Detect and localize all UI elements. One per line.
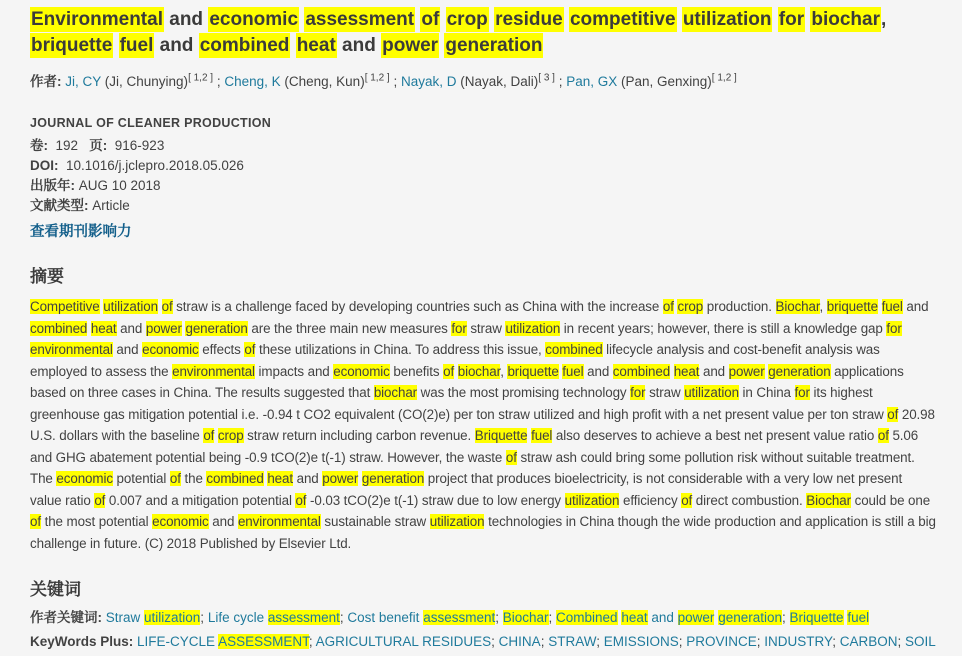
author-keyword-link[interactable]: Combined (556, 610, 618, 625)
highlighted-text: for (794, 385, 810, 400)
keywords-plus-link[interactable]: CARBON (839, 634, 898, 649)
text-segment: (Nayak, Dali) (456, 74, 539, 89)
text-segment: are the three main new measures (247, 320, 452, 336)
highlighted-text: economic (56, 471, 113, 486)
highlighted-text: combined (545, 342, 603, 357)
author-keyword-link[interactable]: heat (621, 610, 648, 625)
author-keyword-link[interactable]: and (647, 610, 678, 625)
highlighted-text: of (681, 492, 693, 508)
view-journal-impact-link[interactable]: 查看期刊影响力 (30, 224, 132, 240)
text-segment: effects (198, 342, 245, 357)
journal-title: JOURNAL OF CLEANER PRODUCTION (30, 116, 272, 130)
highlighted-text: heat (673, 363, 700, 379)
affiliation-superscript: [ 1,2 ] (711, 72, 737, 84)
highlighted-text: of (505, 449, 517, 465)
text-segment: and (336, 35, 382, 56)
text-segment: ; (897, 634, 905, 649)
text-segment: 卷: (30, 138, 52, 153)
text-segment (772, 9, 777, 30)
abstract-heading: 摘要 (30, 267, 64, 286)
text-segment: technologies in China though the wide production and application is still a big challenge in future. (C) 2018 Published by Elsevier Ltd. (30, 514, 940, 551)
highlighted-text: generation (768, 363, 831, 379)
text-segment: applications based on three cases in China. The results suggested that (30, 363, 908, 400)
article-title (30, 7, 936, 59)
text-segment: 页: (89, 138, 112, 153)
text-segment: straw (645, 385, 685, 400)
highlighted-text: heat (267, 471, 293, 486)
highlighted-text: briquette (507, 363, 559, 379)
author-keyword-link[interactable]: assessment (267, 610, 340, 625)
highlighted-text: for (451, 320, 467, 336)
text-segment: and (699, 363, 729, 379)
highlighted-text: of (887, 406, 899, 422)
text-segment: also deserves to achieve a best net present value ratio (552, 428, 878, 443)
text-segment: AUG 10 2018 (78, 178, 161, 193)
text-segment: could be one (850, 492, 934, 508)
highlighted-text: utilization (682, 9, 772, 30)
highlighted-text: crop (446, 9, 488, 30)
highlighted-text: heat (90, 320, 117, 336)
text-segment: , (819, 299, 827, 314)
author-link[interactable]: Cheng, K (224, 74, 281, 89)
text-segment: KeyWords Plus: (30, 634, 138, 649)
text-segment: 192 (51, 138, 90, 153)
author-keyword-link[interactable]: utilization (144, 610, 201, 625)
author-link[interactable]: Ji, CY (65, 74, 102, 89)
author-keyword-link[interactable]: generation (718, 610, 783, 625)
highlighted-text: Biochar (775, 299, 820, 314)
author-keyword-link[interactable]: Life cycle (207, 610, 268, 625)
text-segment: potential (112, 471, 170, 486)
text-segment: the (180, 471, 207, 486)
highlighted-text: combined (199, 35, 290, 56)
highlighted-text: crop (677, 299, 704, 314)
text-segment: 20.98 U.S. dollars with the baseline (30, 406, 939, 443)
text-segment: project that produces bioelectricity, is not considerable with a very low net present value ratio (30, 471, 906, 508)
highlighted-text: biochar (373, 385, 418, 400)
highlighted-text: utilization (103, 299, 158, 314)
text-segment: 出版年: (30, 178, 79, 193)
highlighted-text: combined (206, 471, 264, 486)
keywords-plus-line (30, 630, 936, 654)
text-segment: ; (832, 634, 840, 649)
text-segment: 0.007 and a mitigation potential (105, 492, 296, 508)
author-link[interactable]: Nayak, D (400, 74, 457, 89)
highlighted-text: of (421, 9, 440, 30)
text-segment: ; (339, 610, 348, 625)
text-segment: was the most promising technology (417, 385, 631, 400)
text-segment: and (112, 342, 143, 357)
publication-date-line (30, 176, 936, 196)
text-segment: 5.06 and GHG abatement potential being -0.9 tCO(2)e t(-1) straw. However, the waste (30, 428, 922, 465)
highlighted-text: generation (445, 35, 543, 56)
text-segment: and (116, 320, 146, 336)
text-segment: in China (738, 385, 795, 400)
highlighted-text: combined (612, 363, 671, 379)
keywords-plus-link[interactable]: SOIL (904, 634, 936, 649)
text-segment (113, 35, 118, 56)
text-segment: benefits (389, 363, 444, 379)
text-segment: ; (213, 74, 225, 89)
highlighted-text: assessment (305, 9, 415, 30)
text-segment: efficiency (619, 492, 682, 508)
document-type-line (30, 196, 936, 216)
author-keyword-link[interactable]: Straw (105, 610, 145, 625)
highlighted-text: power (145, 320, 182, 336)
highlighted-text: of (662, 299, 674, 314)
author-keywords-line (30, 606, 936, 630)
text-segment: ; (200, 610, 208, 625)
highlighted-text: economic (152, 514, 209, 529)
highlighted-text: fuel (562, 363, 584, 379)
highlighted-text: combined (30, 320, 88, 336)
highlighted-text: of (443, 363, 455, 379)
text-segment: direct combustion. (692, 492, 807, 508)
text-segment: and (154, 35, 199, 56)
text-segment: 10.1016/j.jclepro.2018.05.026 (62, 158, 244, 173)
author-keyword-link[interactable]: assessment (423, 610, 496, 625)
highlighted-text: fuel (531, 428, 553, 443)
highlighted-text: utilization (564, 492, 620, 508)
text-segment: (Cheng, Kun) (280, 74, 365, 89)
highlighted-text: briquette (31, 35, 113, 56)
text-segment (290, 35, 295, 56)
text-segment: -0.03 tCO(2)e t(-1) straw due to low energy (306, 492, 565, 508)
journal-info-block (30, 116, 936, 241)
text-segment: ; (596, 634, 604, 649)
text-segment: (Ji, Chunying) (101, 74, 189, 89)
highlighted-text: for (630, 385, 646, 400)
text-segment (902, 321, 906, 336)
highlighted-text: fuel (119, 35, 154, 56)
highlighted-text: Biochar (806, 492, 851, 508)
text-segment: sustainable straw (320, 514, 430, 529)
text-segment: 作者: (30, 74, 66, 89)
affiliation-superscript: [ 3 ] (538, 72, 555, 84)
highlighted-text: biochar (811, 9, 880, 30)
highlighted-text: of (94, 492, 106, 508)
affiliation-superscript: [ 1,2 ] (188, 72, 214, 84)
affiliation-superscript: [ 1,2 ] (364, 72, 390, 84)
highlighted-text: Environmental (31, 9, 163, 30)
abstract-text (30, 296, 940, 554)
highlighted-text: crop (217, 428, 244, 443)
text-segment: the most potential (40, 514, 153, 529)
text-segment: and (292, 471, 323, 486)
highlighted-text: of (295, 492, 307, 508)
text-segment: ; (308, 634, 316, 649)
text-segment: ; (389, 74, 401, 89)
highlighted-text: economic (142, 342, 199, 357)
text-segment: Article (92, 198, 130, 213)
highlighted-text: of (244, 342, 256, 357)
highlighted-text: competitive (569, 9, 676, 30)
highlighted-text: utilization (684, 385, 739, 400)
highlighted-text: briquette (826, 299, 878, 314)
text-segment: 作者关键词: (30, 610, 106, 625)
text-segment: ; (678, 634, 687, 649)
highlighted-text: environmental (237, 514, 321, 529)
text-segment: these utilizations in China. To address this issue, (255, 342, 546, 357)
highlighted-text: of (877, 428, 889, 443)
text-segment: straw (466, 320, 506, 336)
text-segment: , (881, 9, 892, 30)
highlighted-text: economic (209, 9, 299, 30)
text-segment: straw is a challenge faced by developing countries such as China with the increase (172, 299, 663, 314)
keywords-plus-link[interactable]: STRAW (548, 634, 597, 649)
text-segment: and (208, 514, 238, 529)
highlighted-text: fuel (881, 299, 903, 314)
highlighted-text: of (161, 299, 173, 314)
author-keyword-link[interactable]: Cost benefit (347, 610, 424, 625)
text-segment: ; (548, 610, 557, 625)
highlighted-text: utilization (505, 320, 561, 336)
volume-page-line (30, 136, 936, 156)
text-segment: production. (703, 299, 776, 314)
highlighted-text: generation (361, 471, 425, 486)
highlighted-text: for (778, 9, 805, 30)
highlighted-text: of (169, 471, 181, 486)
author-link[interactable]: Pan, GX (566, 74, 618, 89)
text-segment: lifecycle analysis and cost-benefit analysis was employed to assess the (30, 342, 884, 379)
text-segment: and (583, 363, 613, 379)
text-segment: ; (554, 74, 567, 89)
keywords-plus-link[interactable]: PROVINCE (686, 634, 757, 649)
highlighted-text: power (322, 471, 359, 486)
highlighted-text: utilization (429, 514, 485, 529)
keywords-plus-link[interactable]: ASSESSMENT (218, 634, 309, 649)
text-segment: ; (756, 634, 765, 649)
text-segment: 文献类型: (30, 198, 93, 213)
highlighted-text: Briquette (474, 428, 528, 443)
author-keyword-link[interactable]: Biochar (502, 610, 549, 625)
doi-line (30, 156, 936, 176)
author-keyword-link[interactable]: Briquette (789, 610, 844, 625)
text-segment: ; (540, 634, 549, 649)
highlighted-text: for (886, 320, 902, 336)
highlighted-text: heat (296, 35, 336, 56)
highlighted-text: of (203, 428, 215, 443)
keywords-plus-link[interactable]: CHINA (498, 634, 541, 649)
text-segment: ; (495, 610, 503, 625)
keywords-plus-link[interactable]: AGRICULTURAL RESIDUES (315, 634, 492, 649)
highlighted-text: Competitive (30, 299, 100, 314)
highlighted-text: biochar (457, 363, 501, 379)
keywords-plus-link[interactable]: EMISSIONS (603, 634, 679, 649)
highlighted-text: of (30, 514, 41, 529)
text-segment: 916-923 (111, 138, 165, 153)
text-segment: straw return including carbon revenue. (243, 428, 475, 443)
text-segment: impacts and (254, 363, 334, 379)
text-segment: and (163, 9, 209, 30)
text-segment: ; (491, 634, 499, 649)
author-keyword-link[interactable]: power (677, 610, 715, 625)
highlighted-text: environmental (172, 363, 255, 379)
text-segment (440, 9, 445, 30)
text-segment: in recent years; however, there is still a knowledge gap (560, 320, 887, 336)
text-segment: , (500, 363, 508, 379)
highlighted-text: generation (185, 320, 248, 336)
keywords-heading: 关键词 (30, 580, 81, 599)
authors-line (30, 73, 936, 91)
text-segment: ; (782, 610, 790, 625)
keywords-plus-link[interactable]: LIFE-CYCLE (137, 634, 219, 649)
text-segment: DOI: (30, 158, 63, 173)
author-keyword-link[interactable]: fuel (847, 610, 870, 625)
text-segment: its highest greenhouse gas mitigation potential i.e. -0.94 t CO2 equivalent (CO(2)e) per ton straw utilized and high profit with a net present value per ton straw (30, 385, 888, 422)
text-segment: and (902, 299, 933, 314)
keywords-plus-link[interactable]: INDUSTRY (764, 634, 833, 649)
text-segment: (Pan, Genxing) (617, 74, 712, 89)
highlighted-text: power (382, 35, 439, 56)
text-segment: straw ash could bring some pollution risk without suitable treatment. The (30, 449, 919, 486)
highlighted-text: environmental (30, 342, 113, 357)
highlighted-text: economic (333, 363, 390, 379)
highlighted-text: power (728, 363, 765, 379)
highlighted-text: residue (495, 9, 563, 30)
